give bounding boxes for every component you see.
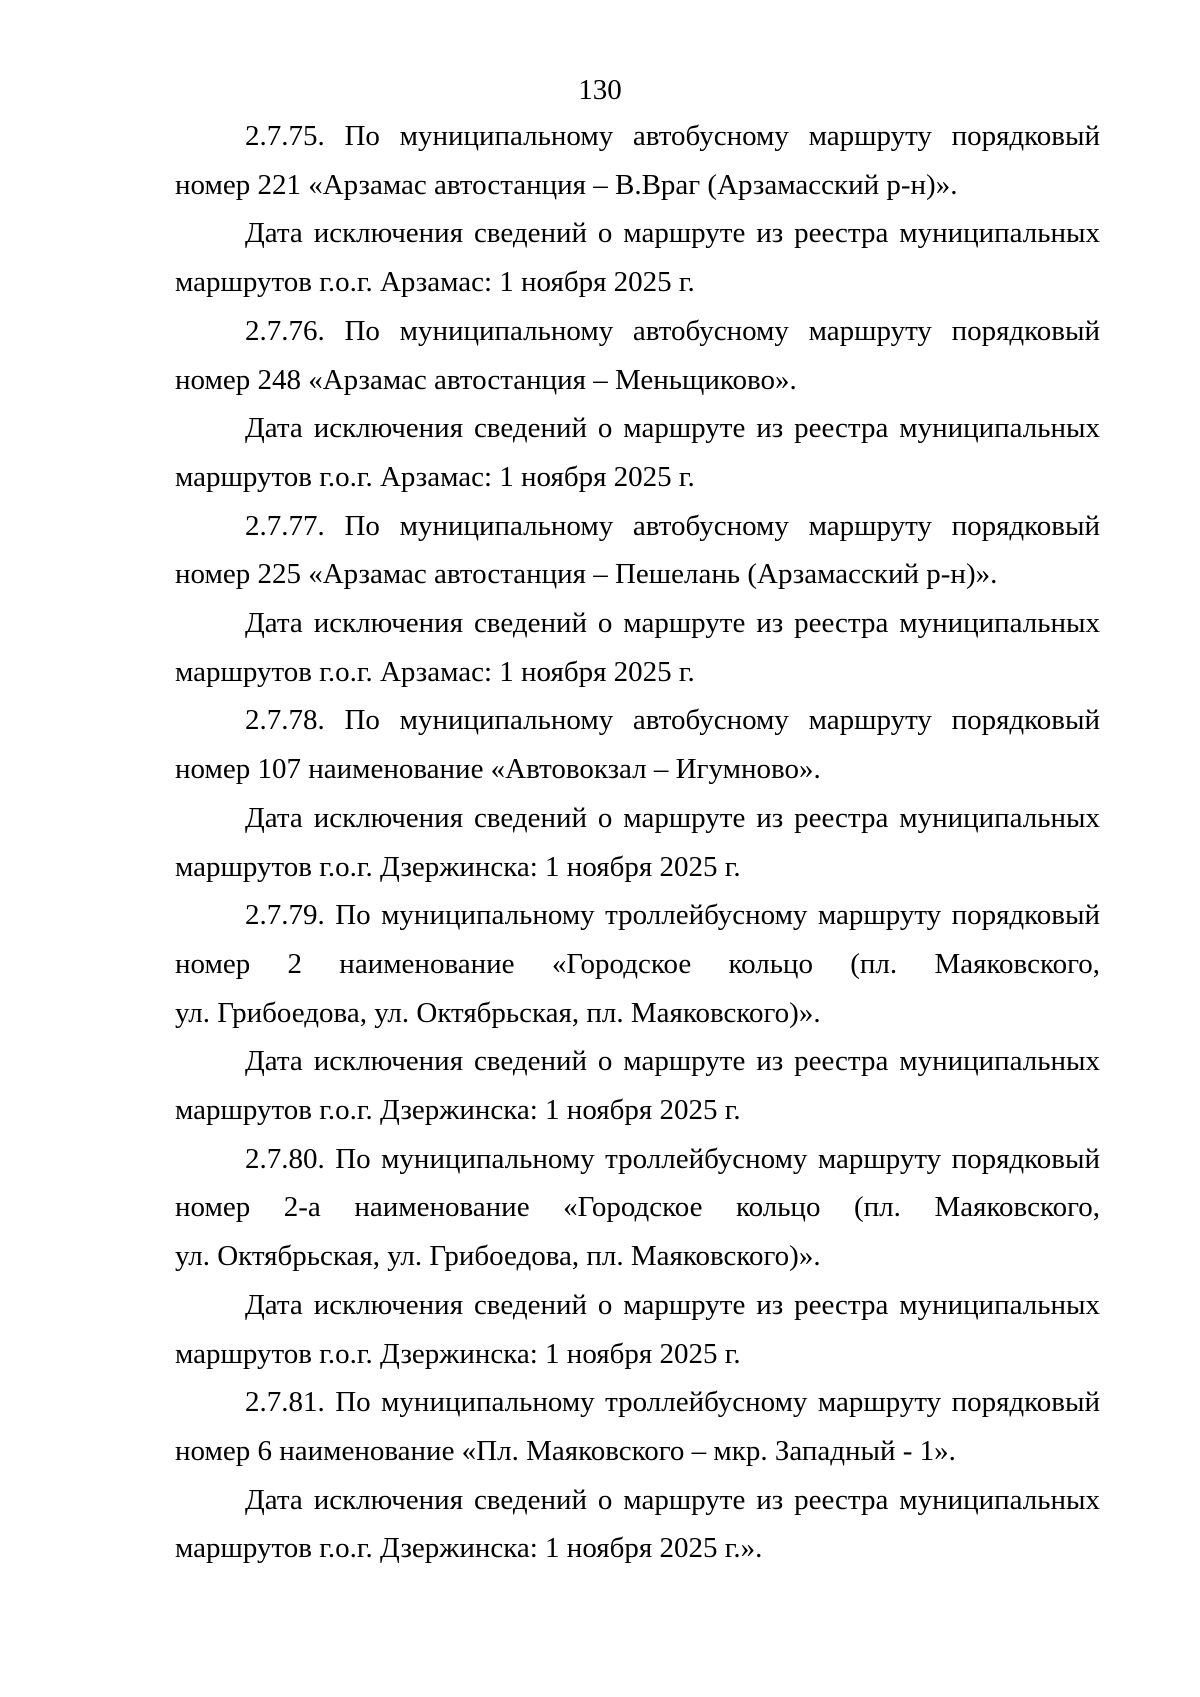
paragraph-line: маршрутов г.о.г. Дзержинска: 1 ноября 2025 г.». <box>175 1532 763 1565</box>
paragraph-line: номер 221 «Арзамас автостанция – В.Враг (Арзамасский р-н)». <box>175 168 958 201</box>
paragraph-line: номер 2 наименование «Городское кольцо (пл. Маяковского, <box>175 947 1100 980</box>
paragraph-route <box>175 891 1100 1037</box>
paragraph-route <box>175 502 1100 599</box>
paragraph-line: 2.7.78. По муниципальному автобусному маршруту порядковый <box>245 704 1100 737</box>
paragraph-line: 2.7.75. По муниципальному автобусному маршруту порядковый <box>245 120 1100 152</box>
paragraph-line: Дата исключения сведений о маршруте из реестра муниципальных <box>245 1483 1100 1516</box>
paragraph-line: 2.7.81. По муниципальному троллейбусному маршруту порядковый <box>245 1386 1100 1419</box>
paragraph-line: Дата исключения сведений о маршруте из реестра муниципальных <box>245 1288 1100 1321</box>
paragraph-exclusion-date <box>175 794 1100 891</box>
paragraph-line: 2.7.79. По муниципальному троллейбусному маршруту порядковый <box>245 899 1100 932</box>
paragraph-line: 2.7.77. По муниципальному автобусному маршруту порядковый <box>245 509 1100 542</box>
paragraph-line: Дата исключения сведений о маршруте из реестра муниципальных <box>245 1045 1100 1078</box>
document-body <box>175 112 1100 1573</box>
paragraph-line: Дата исключения сведений о маршруте из реестра муниципальных <box>245 801 1100 834</box>
paragraph-exclusion-date <box>175 599 1100 696</box>
paragraph-route <box>175 696 1100 793</box>
paragraph-line: ул. Октябрьская, ул. Грибоедова, пл. Маяковского)». <box>175 1240 821 1273</box>
paragraph-exclusion-date <box>175 404 1100 501</box>
paragraph-line: номер 107 наименование «Автовокзал – Игумново». <box>175 753 821 786</box>
paragraph-line: 2.7.80. По муниципальному троллейбусному маршруту порядковый <box>245 1142 1100 1175</box>
paragraph-line: маршрутов г.о.г. Арзамас: 1 ноября 2025 г. <box>175 266 695 299</box>
paragraph-route <box>175 1135 1100 1281</box>
paragraph-line: маршрутов г.о.г. Арзамас: 1 ноября 2025 г. <box>175 655 695 688</box>
paragraph-exclusion-date <box>175 1037 1100 1134</box>
paragraph-line: ул. Грибоедова, ул. Октябрьская, пл. Маяковского)». <box>175 996 821 1029</box>
paragraph-line: маршрутов г.о.г. Дзержинска: 1 ноября 2025 г. <box>175 1337 741 1370</box>
paragraph-route <box>175 1378 1100 1475</box>
paragraph-line: номер 6 наименование «Пл. Маяковского – мкр. Западный - 1». <box>175 1434 956 1467</box>
paragraph-exclusion-date <box>175 1476 1100 1573</box>
paragraph-route <box>175 307 1100 404</box>
paragraph-exclusion-date <box>175 209 1100 306</box>
page-number: 130 <box>578 74 622 106</box>
paragraph-line: маршрутов г.о.г. Дзержинска: 1 ноября 2025 г. <box>175 1094 741 1127</box>
paragraph-line: номер 248 «Арзамас автостанция – Меньщиково». <box>175 363 797 396</box>
paragraph-line: Дата исключения сведений о маршруте из реестра муниципальных <box>245 607 1100 640</box>
paragraph-line: номер 225 «Арзамас автостанция – Пешелань (Арзамасский р-н)». <box>175 558 998 591</box>
paragraph-line: Дата исключения сведений о маршруте из реестра муниципальных <box>245 412 1100 445</box>
paragraph-exclusion-date <box>175 1281 1100 1378</box>
paragraph-line: номер 2-а наименование «Городское кольцо (пл. Маяковского, <box>175 1191 1100 1224</box>
paragraph-line: маршрутов г.о.г. Арзамас: 1 ноября 2025 г. <box>175 460 695 493</box>
paragraph-route <box>175 112 1100 209</box>
paragraph-line: 2.7.76. По муниципальному автобусному маршруту порядковый <box>245 314 1100 347</box>
paragraph-line: маршрутов г.о.г. Дзержинска: 1 ноября 2025 г. <box>175 850 741 883</box>
paragraph-line: Дата исключения сведений о маршруте из реестра муниципальных <box>245 217 1100 250</box>
